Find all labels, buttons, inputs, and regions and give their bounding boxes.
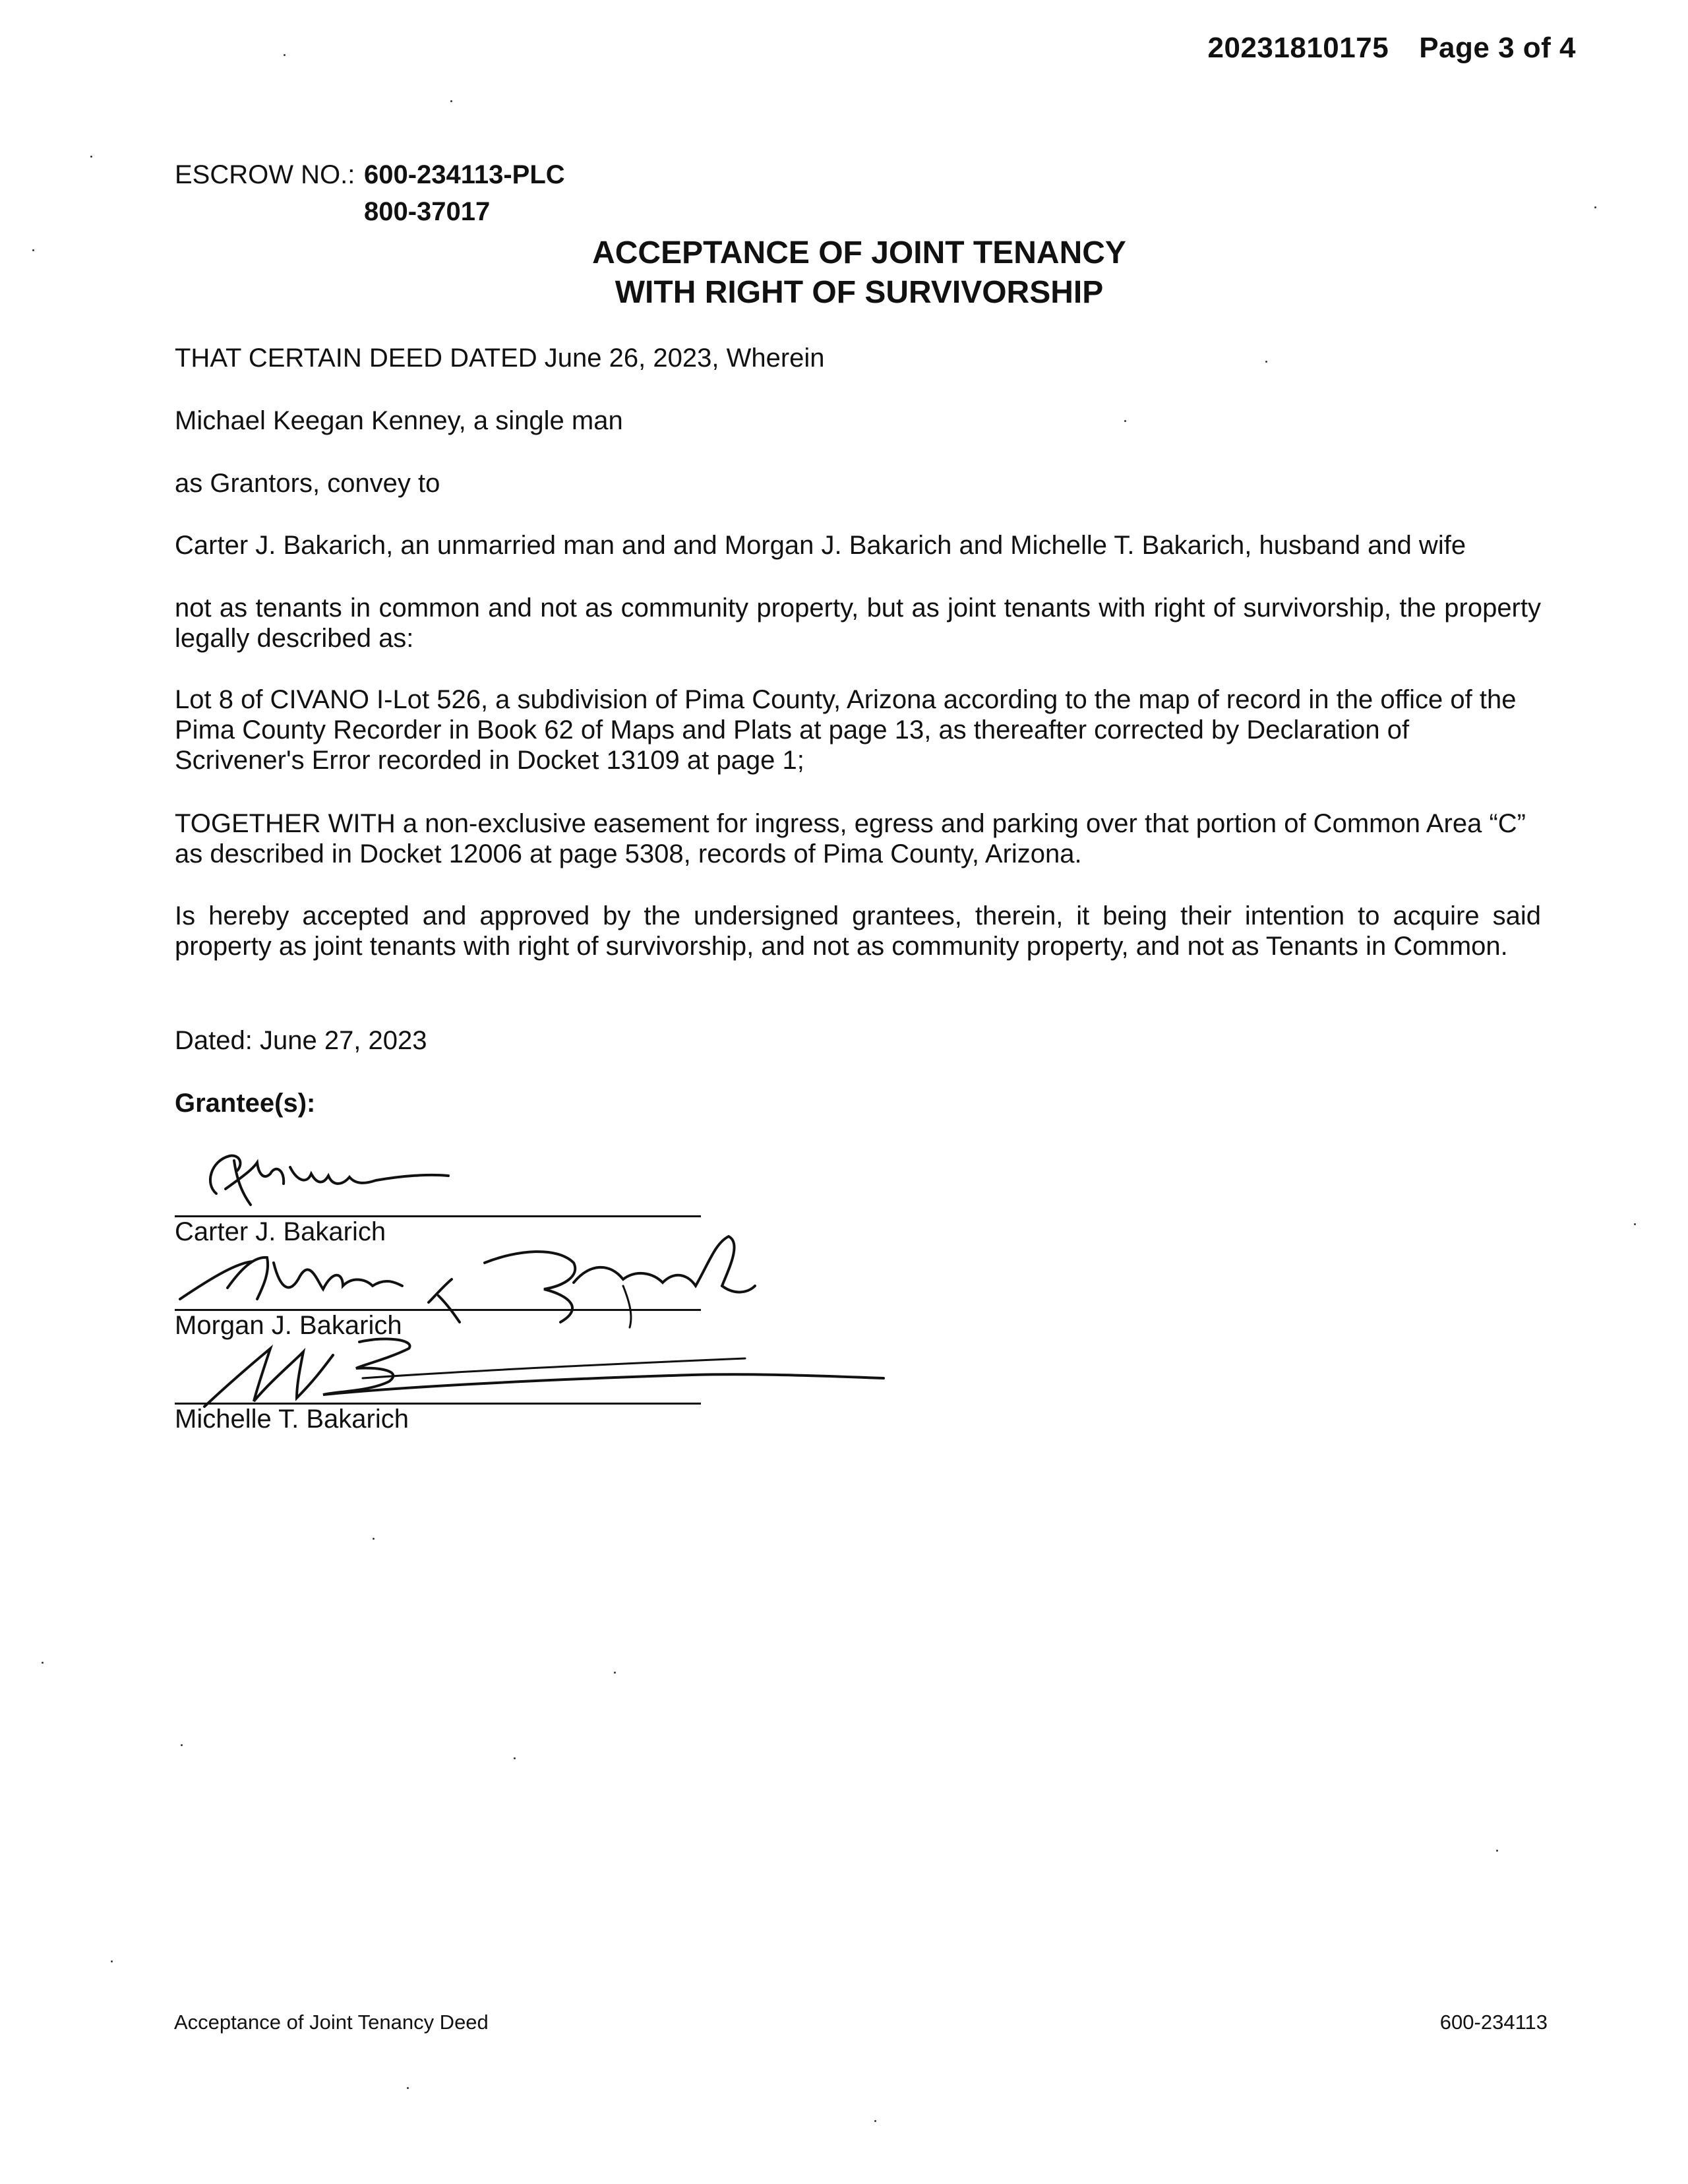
scan-speck [450,100,452,102]
scan-speck [514,1757,516,1759]
scan-speck [181,1744,183,1746]
scan-speck [407,2087,409,2089]
dated-line: Dated: June 27, 2023 [175,1026,427,1055]
signature-carter [198,1144,475,1220]
grantees-line: Carter J. Bakarich, an unmarried man and and Morgan J. Bakarich and Michelle T. Bakarich, husband and wife [175,531,1466,560]
scan-speck [614,1672,616,1674]
signer-name-1: Carter J. Bakarich [175,1217,386,1246]
title-line-2: WITH RIGHT OF SURVIVORSHIP [615,275,1104,310]
scan-speck [1594,206,1596,208]
escrow-block [175,156,565,230]
grantees-heading: Grantee(s): [175,1089,316,1118]
signature-michelle [191,1329,903,1414]
convey-line: as Grantors, convey to [175,469,440,498]
signer-name-3: Michelle T. Bakarich [175,1405,409,1434]
scan-speck [1265,361,1267,363]
tenancy-paragraph: not as tenants in common and not as community property, but as joint tenants with right of survivorship, the property legally described as: [175,593,1541,653]
legal-description-paragraph: Lot 8 of CIVANO I-Lot 526, a subdivision of Pima County, Arizona according to the map of record in the office of the Pima County Recorder in Book 62 of Maps and Plats at page 13, as thereafter corrected by Declaration of Scrivener's Error recorded in Docket 13109 at page 1; [175,685,1517,775]
document-number: 20231810175 [1207,32,1389,64]
signer-name-2: Morgan J. Bakarich [175,1311,402,1340]
scan-speck [1124,420,1126,422]
scan-speck [1496,1850,1498,1852]
scan-speck [42,1662,44,1664]
escrow-number-secondary: 800-37017 [364,197,491,226]
scan-speck [111,1960,113,1962]
acceptance-paragraph: Is hereby accepted and approved by the undersigned grantees, therein, it being their intention to acquire said property as joint tenants with right of survivorship, and not as community property, and not as Tenants in Common. [175,901,1541,961]
footer-escrow-number: 600-234113 [1439,2011,1548,2034]
page-header [1208,32,1577,65]
title-line-1: ACCEPTANCE OF JOINT TENANCY [592,235,1126,270]
escrow-number-primary: 600-234113-PLC [364,160,565,189]
document-title [0,233,1688,313]
scan-speck [1634,1223,1636,1225]
grantor-line: Michael Keegan Kenney, a single man [175,406,623,435]
scan-speck [32,249,34,251]
scan-speck [90,156,92,158]
escrow-label: ESCROW NO.: [175,160,355,189]
page-number: Page 3 of 4 [1419,32,1576,64]
scan-speck [373,1538,375,1540]
deed-line: THAT CERTAIN DEED DATED June 26, 2023, Wherein [175,344,825,373]
scan-speck [874,2120,876,2122]
easement-paragraph: TOGETHER WITH a non-exclusive easement for ingress, egress and parking over that portion of Common Area “C” as described in Docket 12006 at page 5308, records of Pima County, Arizona. [175,809,1526,868]
footer-document-name: Acceptance of Joint Tenancy Deed [174,2011,489,2034]
scan-speck [284,54,286,56]
